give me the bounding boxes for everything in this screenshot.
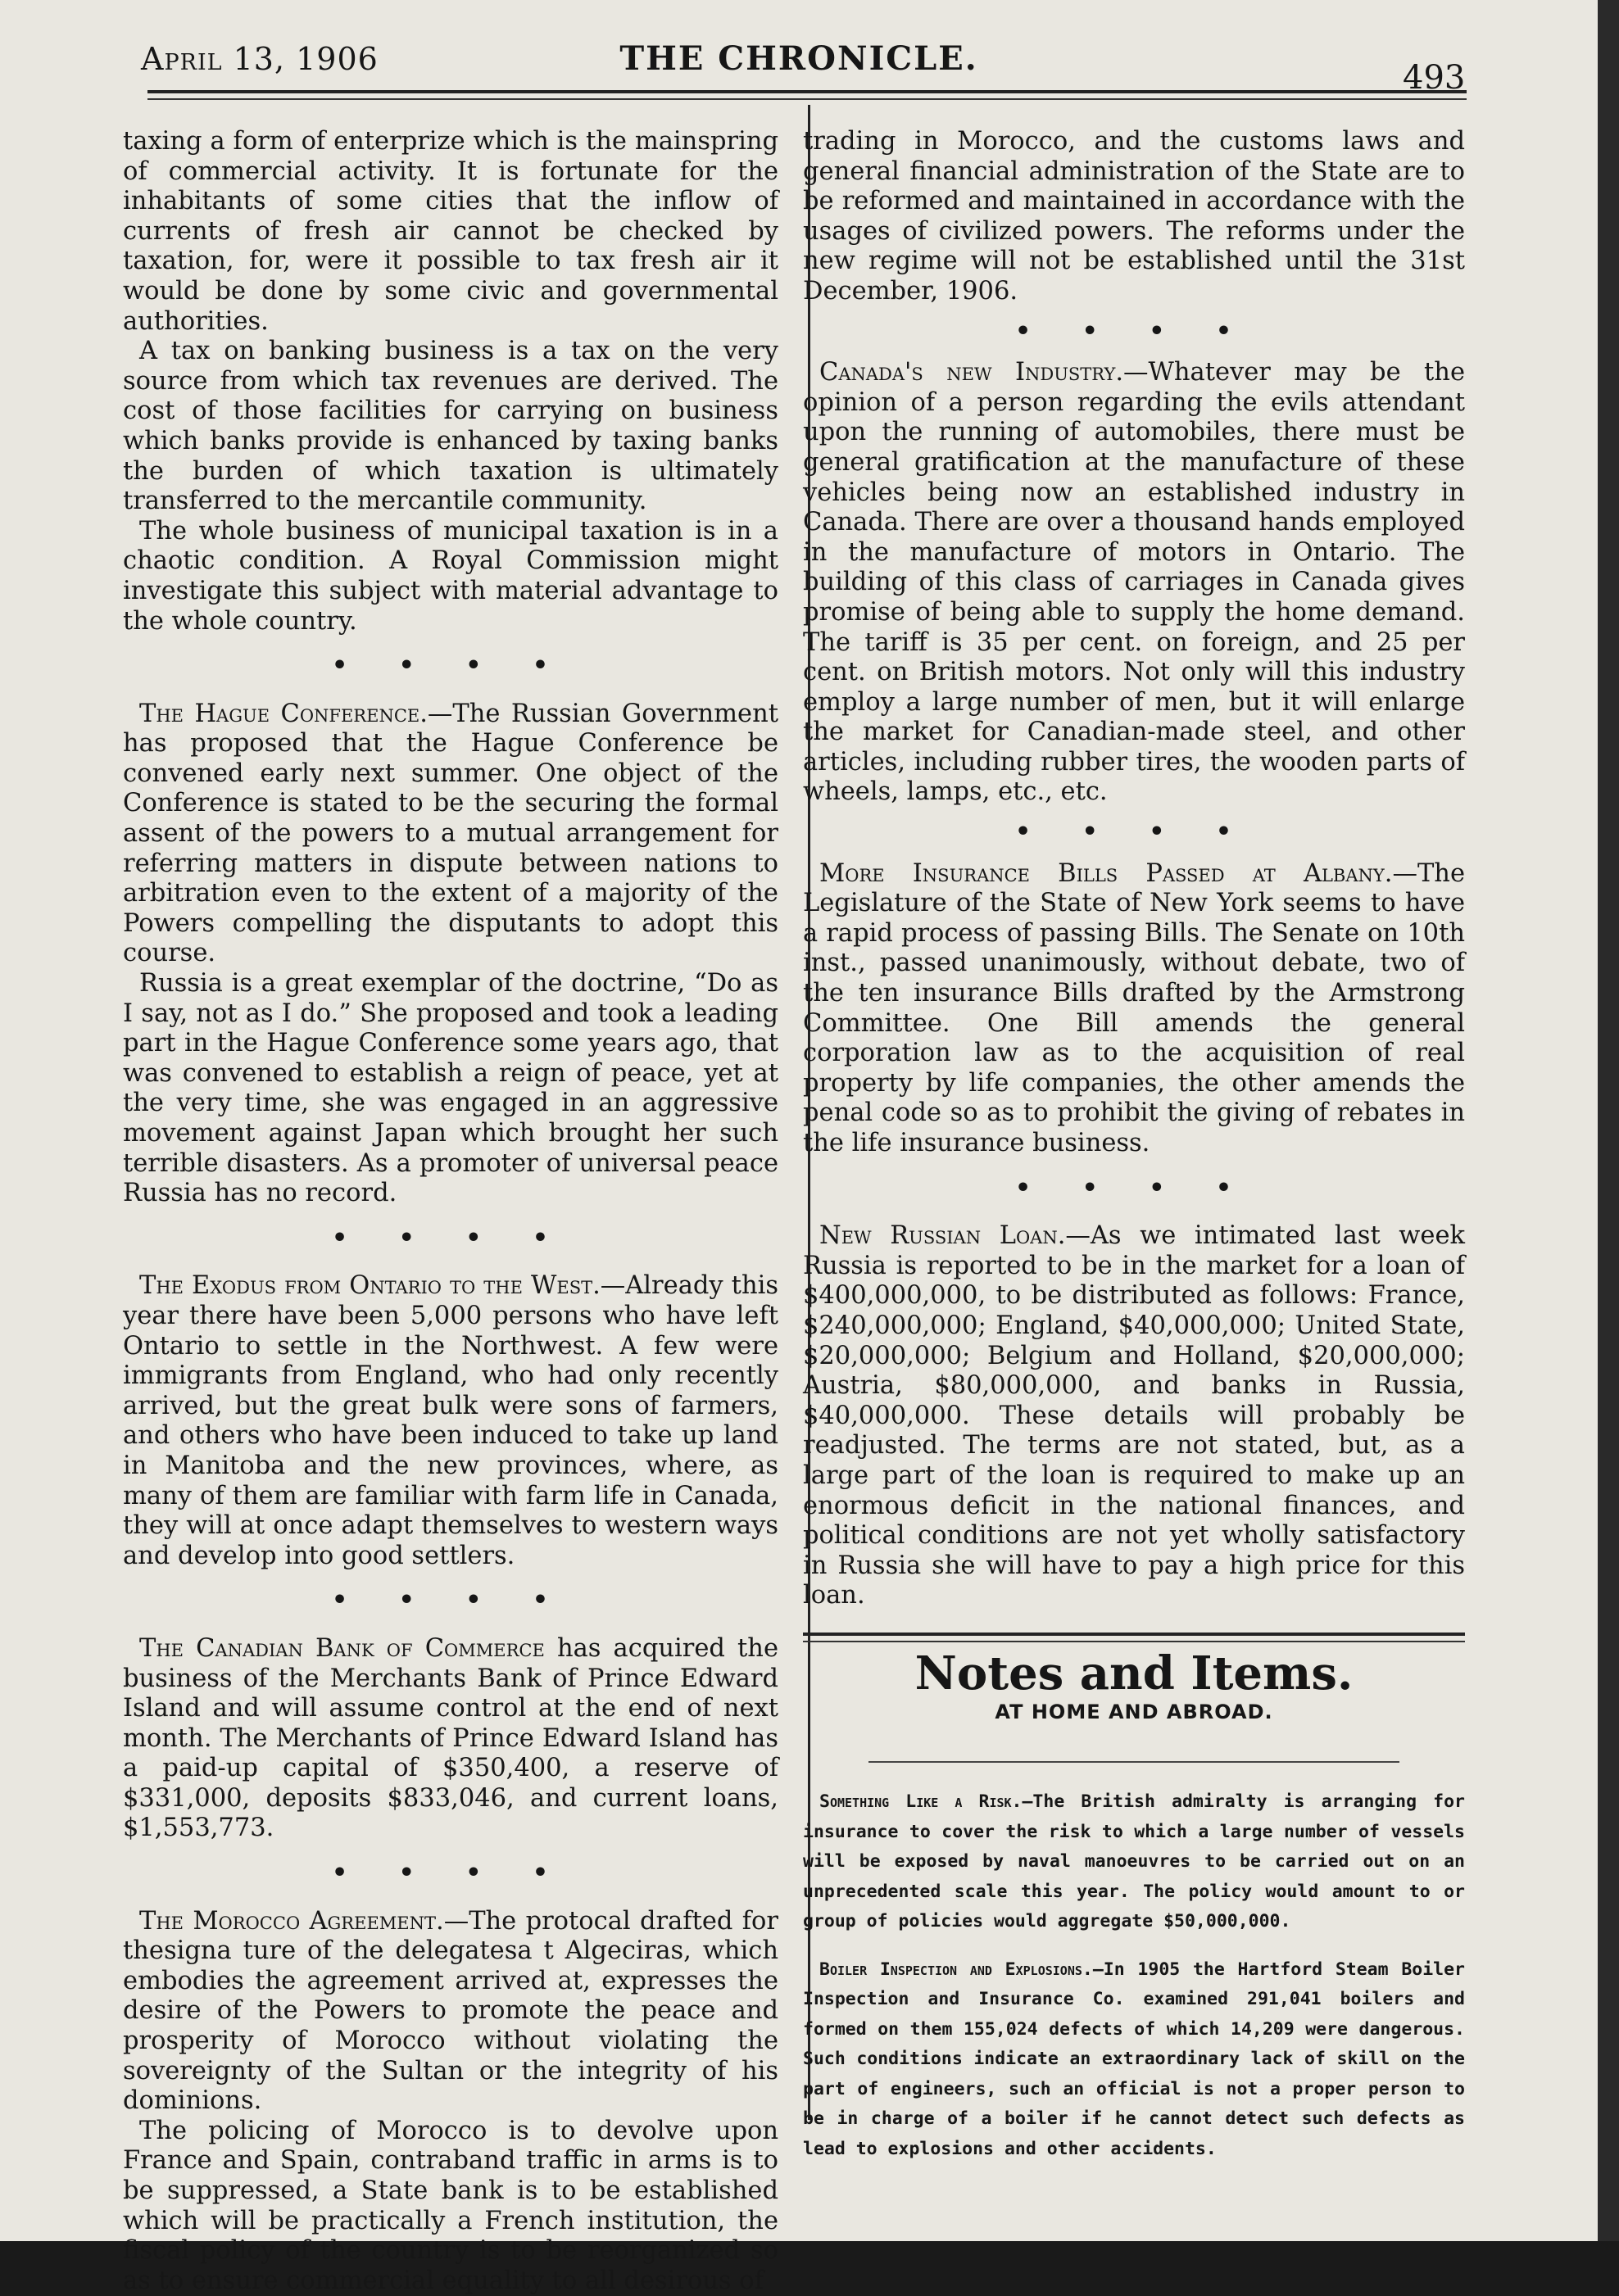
article-hague-conference xyxy=(123,700,778,969)
notes-rule-thin xyxy=(803,1641,1465,1642)
issue-date: April 13, 1906 xyxy=(141,41,379,77)
note-item-boiler xyxy=(803,1955,1465,2165)
note-heading: Something Like a Risk. xyxy=(819,1791,1023,1813)
article-heading: The Canadian Bank of Commerce xyxy=(139,1633,545,1663)
note-text: —In 1905 the Hartford Steam Boiler Inspection and Insurance Co. examined 291,041 boilers and formed on them 155,024 defects of which 14,209 were dangerous. Such conditions indicate an extraordinary lack of skill on the part of engineers, such an official is not a proper person to be in charge of a boiler if he cannot detect such defects as lead to explosions and other accidents. xyxy=(803,1959,1465,2159)
article-text: —Whatever may be the opinion of a person regarding the evils attendant upon the running of automobiles, there must be general gratification at the manufacture of these vehicles being now an established industry in Canada. There are over a thousand hands employed in the manufacture of motors in Ontario. The building of this class of carriages in Canada gives promise of being able to supply the home demand. The tariff is 35 per cent. on foreign, and 25 per cent. on British motors. Not only will this industry employ a large number of men, but it will enlarge the market for Canadian-made steel, and other articles, including rubber tires, the wooden parts of wheels, lamps, etc., etc. xyxy=(803,358,1465,807)
article-text: —Already this year there have been 5,000 persons who have left Ontario to settle in the Northwest. A few were immigrants from England, who had only recently arrived, but the great bulk were sons of farmers, and others who have been induced to take up land in Manitoba and the new provinces, where, as many of them are familiar with farm life in Canada, they will at once adapt themselves to western ways and develop into good settlers. xyxy=(123,1271,778,1570)
note-heading: Boiler Inspection and Explosions. xyxy=(819,1959,1093,1980)
article-paragraph: trading in Morocco, and the customs laws and general financial administration of the State are to be reformed and maintained in accordance with the usages of civilized powers. The reforms under the new regime will not be established until the 31st December, 1906. xyxy=(803,127,1465,306)
notes-items xyxy=(803,1787,1465,2164)
section-separator: • • • • xyxy=(331,1859,570,1888)
notes-short-rule xyxy=(868,1761,1399,1763)
article-paragraph: The whole business of municipal taxation is in a chaotic condition. A Royal Commission might investigate this subject with material advantage to the whole country. xyxy=(123,516,778,636)
article-text: —The Legislature of the State of New York seems to have a rapid process of passing Bills. The Senate on 10th inst., passed unanimously, without debate, two of the ten insurance Bills drafted by the Armstrong Committee. One Bill amends the general corporation law as to the acquisition of real property by life companies, the other amends the penal code so as to prohibit the giving of rebates in the life insurance business. xyxy=(803,858,1465,1157)
article-text: has acquired the business of the Merchants Bank of Prince Edward Island and will assume control at the end of next month. The Merchants of Prince Edward Island has a paid-up capital of $350,400, a reserve of $331,000, deposits $833,046, and current loans, $1,553,773. xyxy=(123,1633,778,1843)
article-heading: Canada's new Industry. xyxy=(819,358,1124,387)
article-text: —As we intimated last week Russia is reported to be in the market for a loan of $400,000,000, to be distributed as follows: France, $240,000,000; England, $40,000,000; United State, $20,000,000; Belgium and Holland, $20,000,000; Austria, $80,000,000, and banks in Russia, $40,000,000. These details will probably be readjusted. The terms are not stated, but, as a large part of the loan is required to make up an enormous deficit in the national finances, and political conditions are not yet wholly satisfactory in Russia she will have to pay a high price for this loan. xyxy=(803,1221,1465,1610)
section-separator: • • • • xyxy=(1014,817,1254,847)
notes-rule xyxy=(803,1633,1465,1636)
page-number: 493 xyxy=(1403,59,1466,97)
header-rule xyxy=(147,90,1467,93)
article-text: —The protocal drafted for thesigna ture of the delegatesa t Algeciras, which embodies the agreement arrived at, expresses the desire of the Powers to promote the peace and prosperity of Morocco without violating the sovereignty of the Sultan or the integrity of his dominions. xyxy=(123,1906,778,2116)
article-heading: New Russian Loan. xyxy=(819,1221,1066,1251)
article-heading: More Insurance Bills Passed at Albany. xyxy=(819,858,1393,888)
note-text: —The British admiralty is arranging for insurance to cover the risk to which a large number of vessels will be exposed by naval manoeuvres to be carried out on an unprecedented scale this year. The policy would amount to or group of policies would aggregate $50,000,000. xyxy=(803,1791,1465,1932)
article-canada-industry xyxy=(803,358,1465,808)
left-column xyxy=(123,127,778,2296)
article-bank-of-commerce xyxy=(123,1634,778,1844)
section-separator: • • • • xyxy=(331,1586,570,1615)
article-albany xyxy=(803,859,1465,1159)
article-paragraph: A tax on banking business is a tax on the very source from which tax revenues are derived. The cost of those facilities for carrying on business which banks provide is enhanced by taxing banks the burden of which taxation is ultimately transferred to the mercantile community. xyxy=(123,337,778,516)
notes-section-subtitle: AT HOME AND ABROAD. xyxy=(995,1700,1273,1723)
article-heading: The Morocco Agreement. xyxy=(139,1906,444,1936)
article-paragraph: The policing of Morocco is to devolve upon France and Spain, contraband traffic in arms is to be suppressed, a State bank is to be established which will be practically a French institution, the fiscal policy of the country is to be reorganized so as to ensure commercial equality to all desirous of xyxy=(123,2116,778,2295)
article-paragraph: Russia is a great exemplar of the doctrine, “Do as I say, not as I do.” She proposed and took a leading part in the Hague Conference some years ago, that was convened to establish a reign of peace, yet at the very time, she was engaged in an aggressive movement against Japan which brought her such terrible disasters. As a promoter of universal peace Russia has no record. xyxy=(123,969,778,1208)
article-heading: The Exodus from Ontario to the West. xyxy=(139,1271,601,1301)
header-rule-thin xyxy=(147,98,1467,100)
article-text: —The Russian Government has proposed that the Hague Conference be convened early next summer. One object of the Conference is stated to be the securing the formal assent of the powers to a mutual arrangement for referring matters in dispute between nations to arbitration even to the extent of a majority of the Powers compelling the disputants to adopt this course. xyxy=(123,699,778,968)
section-separator: • • • • xyxy=(1014,316,1254,346)
article-heading: The Hague Conference. xyxy=(139,699,428,728)
notes-section-title: Notes and Items. xyxy=(914,1646,1354,1700)
right-column xyxy=(803,127,1465,2182)
article-morocco xyxy=(123,1907,778,2117)
page-edge xyxy=(1598,0,1619,2241)
article-paragraph: taxing a form of enterprize which is the mainspring of commercial activity. It is fortunate for the inhabitants of some cities that the inflow of currents of fresh air cannot be checked by taxation, for, were it possible to tax fresh air it would be done by some civic and governmental authorities. xyxy=(123,127,778,336)
section-separator: • • • • xyxy=(331,1223,570,1252)
article-exodus xyxy=(123,1271,778,1571)
note-item-risk xyxy=(803,1787,1465,1937)
section-separator: • • • • xyxy=(1014,1173,1254,1202)
masthead-title: THE CHRONICLE. xyxy=(619,39,978,78)
section-separator: • • • • xyxy=(331,651,570,681)
article-russian-loan xyxy=(803,1221,1465,1611)
